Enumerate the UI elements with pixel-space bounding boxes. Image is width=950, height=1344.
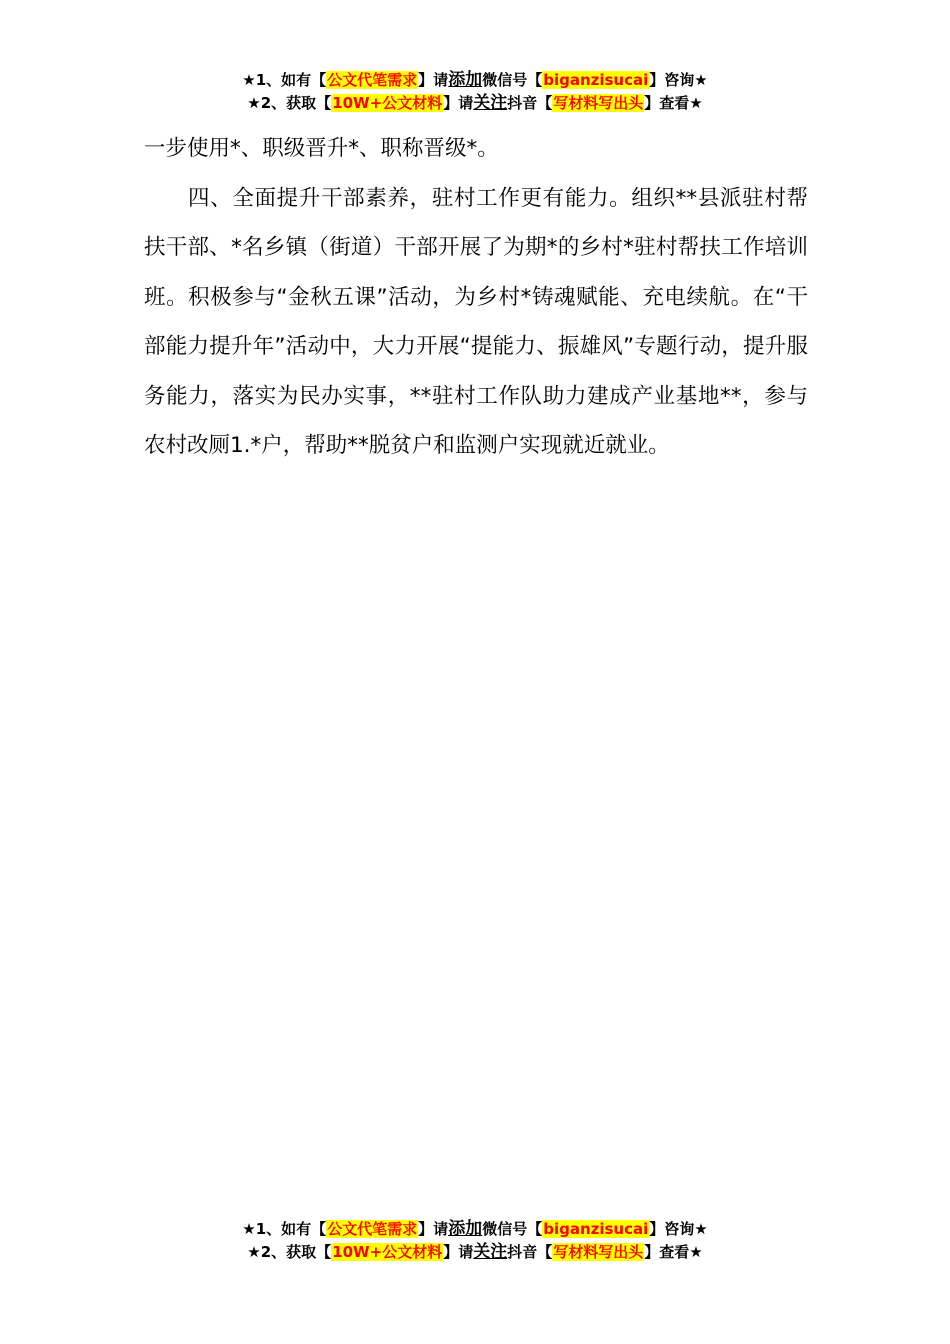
footer-l1-text-2: 】请 [418,1220,449,1238]
footer-l2-text-3: 抖音【 [507,1243,553,1261]
header-l2-text-1: ★2、获取【 [247,94,332,112]
header-l1-text-4: 】咨询★ [649,71,708,89]
header-l2-text-3: 抖音【 [507,94,553,112]
header-l2-text-4: 】查看★ [644,94,703,112]
header-l1-highlight-wechat-id: biganzisucai [543,71,649,89]
footer-l1-emphasis-add: 添加 [448,1219,483,1239]
footer-l1-text-3: 微信号【 [482,1220,543,1238]
footer-l2-highlight-materials: 10W+公文材料 [332,1243,443,1261]
footer-banner-line-2 [0,1241,950,1264]
header-l1-highlight-service: 公文代笔需求 [327,71,418,89]
header-banner-line-2 [0,92,950,115]
header-l1-text-2: 】请 [418,71,449,89]
footer-l1-text-1: ★1、如有【 [242,1220,327,1238]
footer-l2-text-2: 】请 [443,1243,474,1261]
footer-banner-line-1 [0,1218,950,1241]
footer-l1-text-4: 】咨询★ [649,1220,708,1238]
footer-l2-emphasis-follow: 关注 [473,1242,508,1262]
header-l2-highlight-materials: 10W+公文材料 [332,94,443,112]
footer-l1-highlight-service: 公文代笔需求 [327,1220,418,1238]
header-l1-emphasis-add: 添加 [448,70,483,90]
document-body [144,124,808,471]
header-l2-highlight-douyin-account: 写材料写出头 [553,94,644,112]
header-banner-line-1 [0,69,950,92]
header-banner [0,69,950,115]
header-l2-text-2: 】请 [443,94,474,112]
footer-l2-text-4: 】查看★ [644,1243,703,1261]
footer-l2-highlight-douyin-account: 写材料写出头 [553,1243,644,1261]
header-l2-emphasis-follow: 关注 [473,93,508,113]
header-l1-text-1: ★1、如有【 [242,71,327,89]
paragraph-section-four: 四、全面提升干部素养，驻村工作更有能力。组织**县派驻村帮扶干部、*名乡镇（街道）干部开展了为期*的乡村*驻村帮扶工作培训班。积极参与“金秋五课”活动，为乡村*铸魂赋能、充电续航。在“干部能力提升年”活动中，大力开展“提能力、振雄风”专题行动，提升服务能力，落实为民办实事，**驻村工作队助力建成产业基地**，参与农村改厕1.*户，帮助**脱贫户和监测户实现就近就业。 [144,185,808,458]
footer-l1-highlight-wechat-id: biganzisucai [543,1220,649,1238]
footer-banner [0,1218,950,1264]
header-l1-text-3: 微信号【 [482,71,543,89]
paragraph-continuation: 一步使用*、职级晋升*、职称晋级*。 [144,136,499,161]
footer-l2-text-1: ★2、获取【 [247,1243,332,1261]
